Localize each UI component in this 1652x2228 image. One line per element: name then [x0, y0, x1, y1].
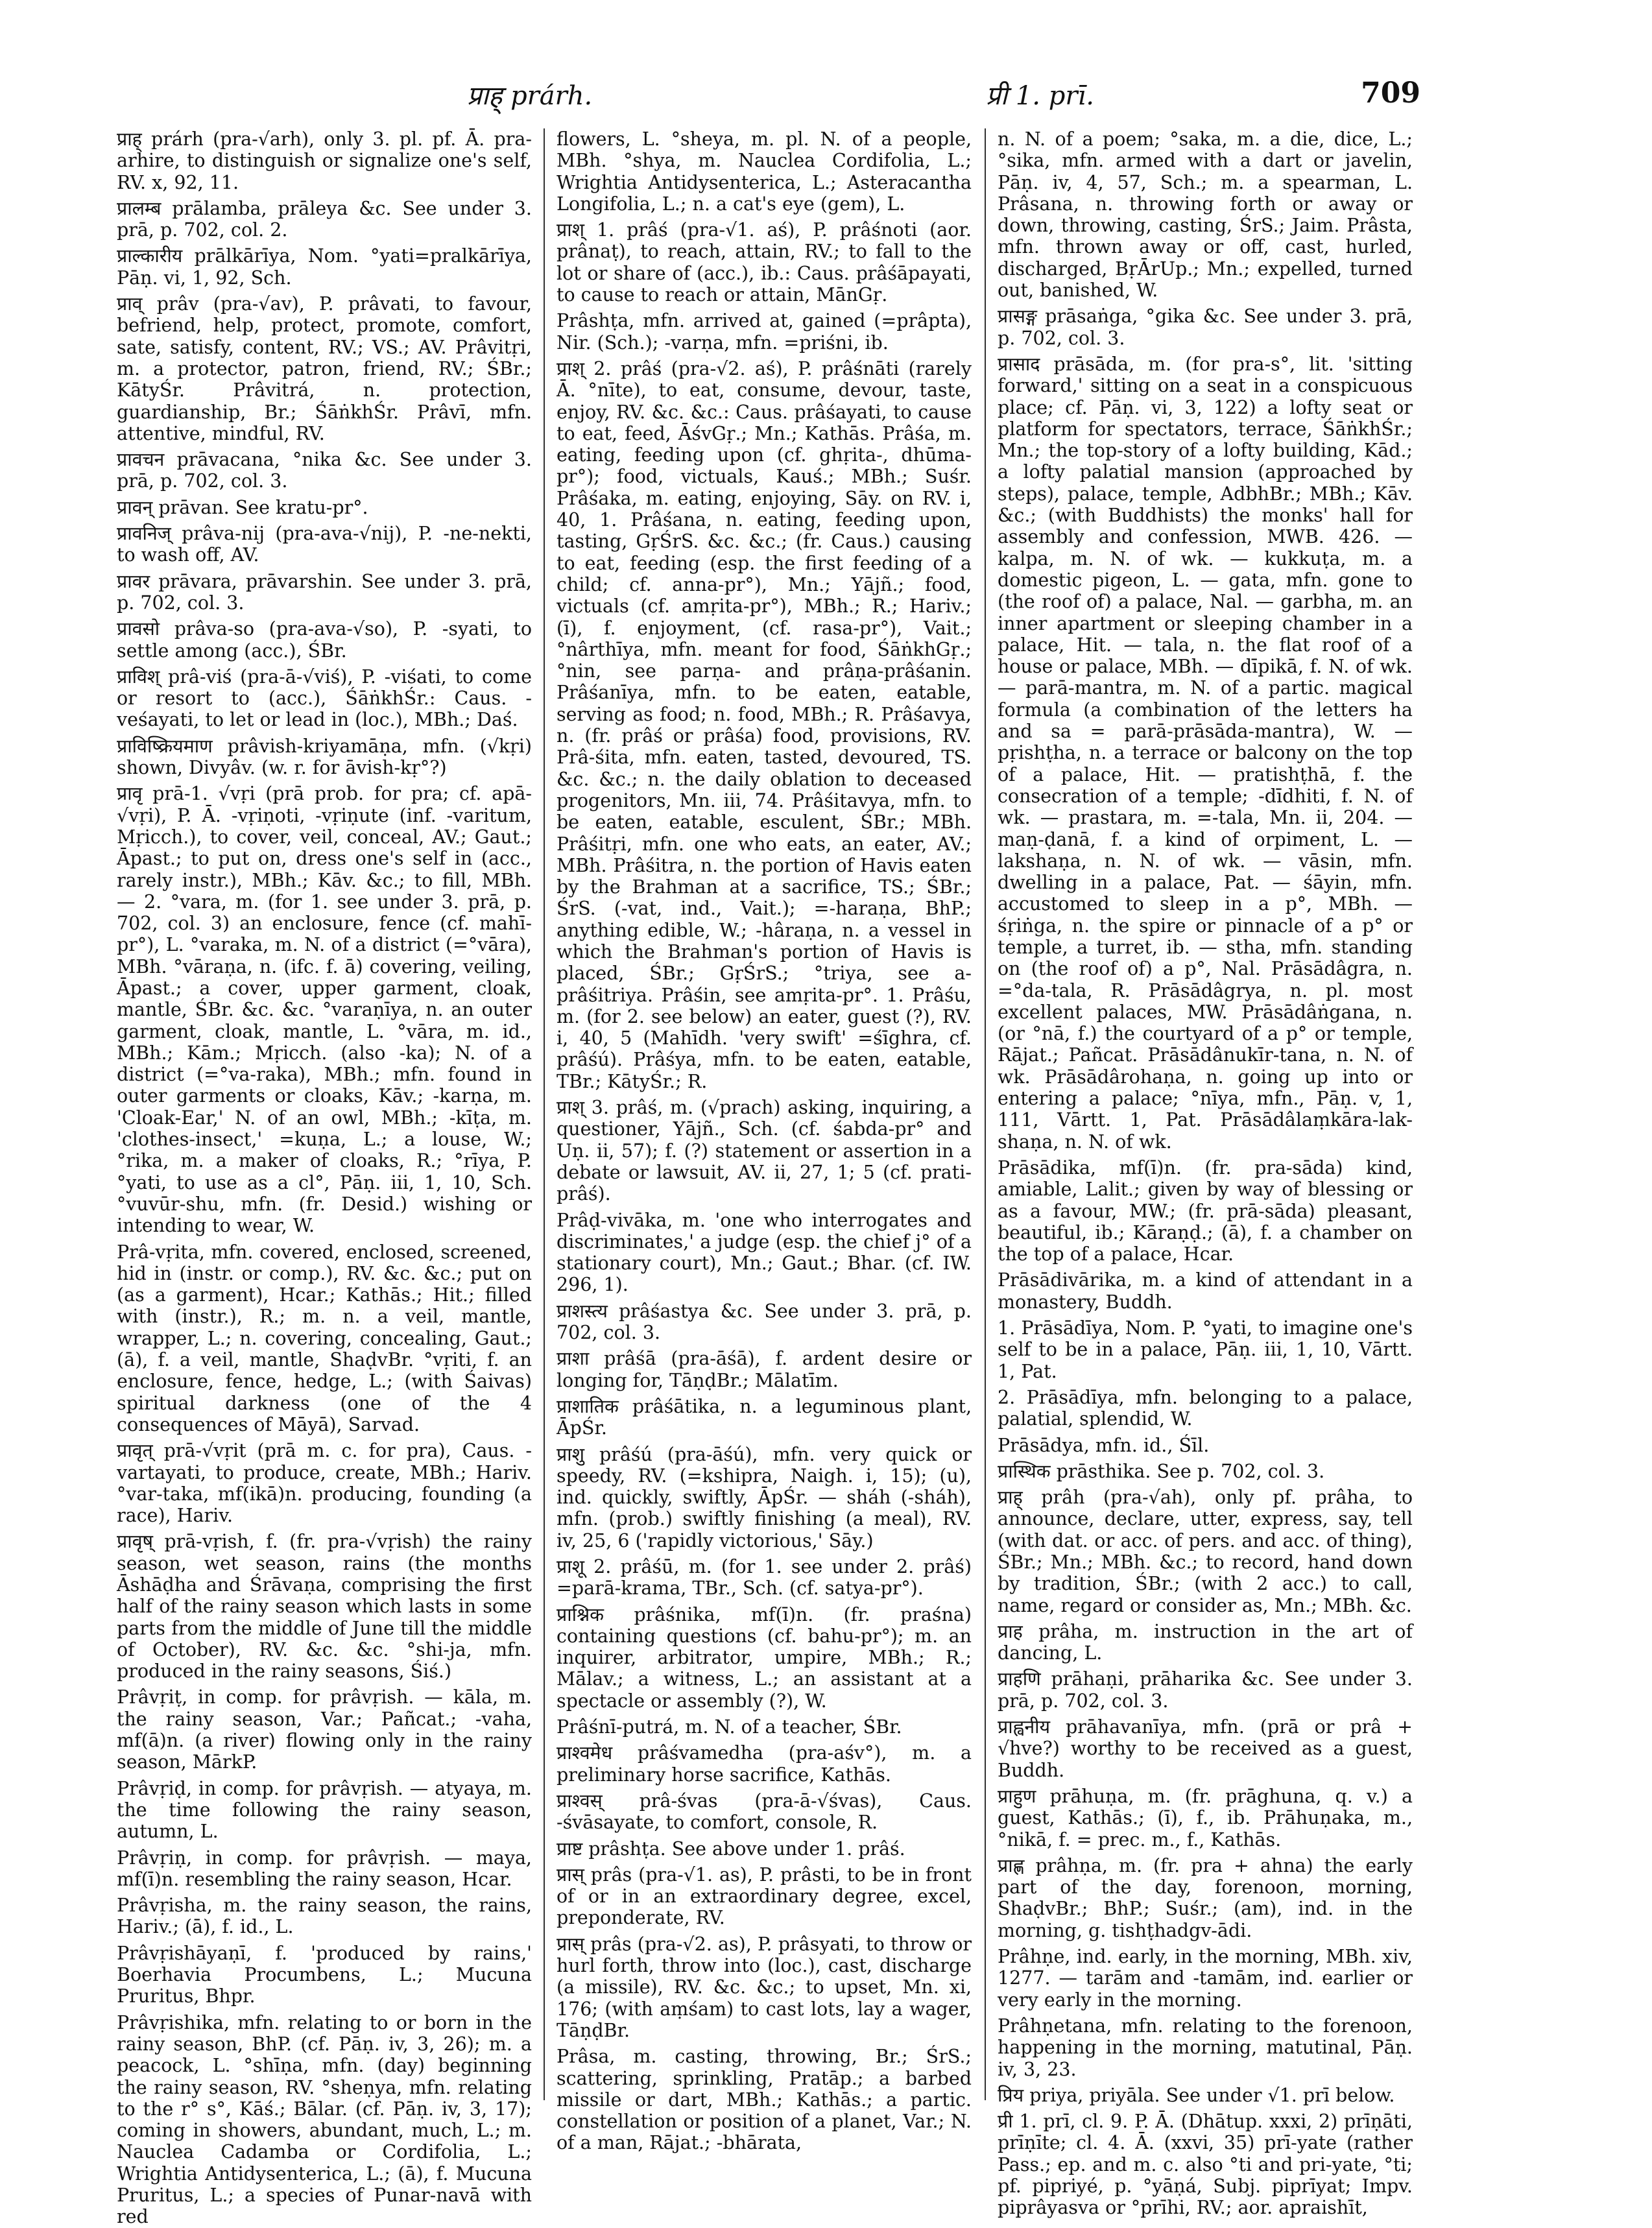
dictionary-entry: प्राश्निक prâśnika, mf(ī)n. (fr. praśna) containing questions (cf. bahu-pr°); m. an inquirer, arbitrator, umpire, MBh.; R.; Mālav.; a witness, L.; an assistant at a spectacle or assembly (?), W.: [557, 1603, 972, 1712]
dictionary-entry: प्राशु prâśú (pra-āśú), mfn. very quick or speedy, RV. (=kshipra, Naigh. i, 15); (u), ind. quickly, swiftly, ĀpŚr. — sháh (-sháh), mfn. (prob.) swiftly finishing (a meal), RV. iv, 25, 6 ('rapidly victorious,' Sāy.): [557, 1443, 972, 1551]
dictionary-entry: 1. Prāsādīya, Nom. P. °yati, to imagine one's self to be in a palace, Pāṇ. iii, 1, 10, Vārtt. 1, Pat.: [998, 1317, 1413, 1382]
dictionary-entry: प्राशातिक prâśātika, n. a leguminous plant, ĀpŚr.: [557, 1395, 972, 1439]
dictionary-entry: Prāsādika, mf(ī)n. (fr. pra-sāda) kind, amiable, Lalit.; given by way of blessing or as a favour, MW.; (fr. prā-sāda) pleasant, beautiful, ib.; Kāraṇḍ.; (ā), f. a chamber on the top of a palace, Hcar.: [998, 1156, 1413, 1265]
header-left-guideword: प्राह् prárh.: [467, 81, 593, 111]
dictionary-entry: Prâhṇetana, mfn. relating to the forenoon, happening in the morning, matutinal, Pāṇ. iv, 3, 23.: [998, 2015, 1413, 2080]
column-1: [117, 128, 532, 2228]
dictionary-entry: प्राश् 3. prâś, m. (√prach) asking, inquiring, a questioner, Yājñ., Sch. (cf. śabda-pr° and Uṇ. ii, 57); f. (?) statement or assertion in a debate or lawsuit, AV. ii, 27, 1; 5 (cf. prati-prâś).: [557, 1097, 972, 1205]
dictionary-entry: प्राश्वस् prâ-śvas (pra-ā-√śvas), Caus. -śvāsayate, to comfort, console, R.: [557, 1790, 972, 1834]
dictionary-entry: प्रालम्ब prālamba, prāleya &c. See under 3. prā, p. 702, col. 2.: [117, 197, 532, 241]
dictionary-entry: प्राहणि prāhaṇi, prāharika &c. See under 3. prā, p. 702, col. 3.: [998, 1668, 1413, 1712]
dictionary-entry: Prâvṛisha, m. the rainy season, the rains, Hariv.; (ā), f. id., L.: [117, 1895, 532, 1938]
dictionary-entry: प्रासङ्ग prāsaṅga, °gika &c. See under 3. prā, p. 702, col. 3.: [998, 305, 1413, 349]
dictionary-entry: प्रावन् prāvan. See kratu-pr°.: [117, 496, 368, 518]
column-2: [557, 128, 972, 2154]
dictionary-entry: प्रिय priya, priyāla. See under √1. prī below.: [998, 2084, 1395, 2106]
dictionary-entry: प्रावसो prâva-so (pra-ava-√so), P. -syati, to settle among (acc.), ŚBr.: [117, 618, 532, 662]
dictionary-entry: Prâvṛishāyaṇī, f. 'produced by rains,' Boerhavia Procumbens, L.; Mucuna Pruritus, Bhpr.: [117, 1942, 532, 2007]
dictionary-entry: प्रास् prâs (pra-√2. as), P. prâsyati, to throw or hurl forth, throw into (loc.), cast, discharge (a missile), RV. &c. &c.; to upset, Mn. xi, 176; (with aṃśam) to cast lots, lay a wager, TāṇḍBr.: [557, 1933, 972, 2041]
dictionary-entry: प्रावृष् prā-vṛish, f. (fr. pra-√vṛish) the rainy season, wet season, rains (the months Āshāḍha and Śrāvaṇa, comprising the first half of the rainy season which lasts in some parts from the middle of June till the middle of October), RV. &c. &c. °shi-ja, mfn. produced in the rainy seasons, Śiś.): [117, 1531, 532, 1683]
dictionary-entry: Prâhṇe, ind. early, in the morning, MBh. xiv, 1277. — tarām and -tamām, ind. earlier or very early in the morning.: [998, 1946, 1413, 2011]
column-3: [998, 128, 1413, 2219]
dictionary-entry: प्राल्कारीय prālkārīya, Nom. °yati=pralkārīya, Pāṇ. vi, 1, 92, Sch.: [117, 245, 532, 289]
dictionary-entry: Prâsa, m. casting, throwing, Br.; ŚrS.; scattering, sprinkling, Pratāp.; a barbed missile or dart, MBh.; Kathās.; a partic. constellation or position of a planet, Var.; N. of a man, Rājat.; -bhārata,: [557, 2046, 972, 2154]
dictionary-entry: प्राव् prâv (pra-√av), P. prâvati, to favour, befriend, help, protect, promote, comfort, sate, satisfy, content, RV.; VS.; AV. Prâvitṛi, m. a protector, patron, friend, RV.; ŚBr.; KātyŚr. Prâvitrá, n. protection, guardianship, Br.; ŚāṅkhŚr. Prâvī, mfn. attentive, mindful, RV.: [117, 293, 532, 444]
dictionary-entry: 2. Prāsādīya, mfn. belonging to a palace, palatial, splendid, W.: [998, 1386, 1413, 1430]
dictionary-entry: Prâḍ-vivāka, m. 'one who interrogates and discriminates,' a judge (esp. the chief j° of a stationary court), Mn.; Gaut.; Bhar. (cf. IW. 296, 1).: [557, 1209, 972, 1296]
dictionary-entry: Prâ-vṛita, mfn. covered, enclosed, screened, hid in (instr. or comp.), RV. &c. &c.; put on (as a garment), Hcar.; Kathās.; Hit.; filled with (instr.), R.; m. n. a veil, mantle, wrapper, L.; n. covering, concealing, Gaut.; (ā), f. a veil, mantle, ShaḍvBr. °vṛiti, f. an enclosure, fence, hedge, L.; (with Śaivas) spiritual darkness (one of the 4 consequences of Māyā), Sarvad.: [117, 1241, 532, 1435]
dictionary-entry: प्रावचन prāvacana, °nika &c. See under 3. prā, p. 702, col. 3.: [117, 449, 532, 492]
dictionary-entry: flowers, L. °sheya, m. pl. N. of a people, MBh. °shya, m. Nauclea Cordifolia, L.; Wrightia Antidysenterica, L.; Asteracantha Longifolia, L.; n. a cat's eye (gem), L.: [557, 128, 972, 215]
page-number: 709: [1361, 77, 1420, 110]
dictionary-entry: Prâshṭa, mfn. arrived at, gained (=prâpta), Nir. (Sch.); -varṇa, mfn. =priśni, ib.: [557, 310, 972, 353]
dictionary-entry: प्राह्वनीय prāhavanīya, mfn. (prā or prâ + √hve?) worthy to be received as a guest, Buddh.: [998, 1716, 1413, 1781]
dictionary-entry: प्रावृ prā-1. √vṛi (prā prob. for pra; cf. apā-√vṛi), P. Ā. -vṛiṇoti, -vṛiṇute (inf. -varitum, Mṛicch.), to cover, veil, conceal, AV.; Gaut.; Āpast.; to put on, dress one's self in (acc., rarely instr.), MBh.; Kāv. &c.; to fill, MBh. — 2. °vara, m. (for 1. see under 3. prā, p. 702, col. 3) an enclosure, fence (cf. mahī-pr°), L. °varaka, m. N. of a district (=°vāra), MBh. °vāraṇa, n. (ifc. f. ā) covering, veiling, Āpast.; a cover, upper garment, cloak, mantle, ŚBr. &c. &c. °varaṇīya, n. an outer garment, cloak, mantle, L. °vāra, m. id., MBh.; Kām.; Mṛicch. (also -ka); N. of a district (=°va-raka), MBh.; mfn. found in outer garments or cloaks, Kāv.; -karṇa, m. 'Cloak-Ear,' N. of an owl, MBh.; -kīṭa, m. 'clothes-insect,' =kuṇa, L.; a louse, W.; °rika, m. a maker of cloaks, R.; °rīya, P. °yati, to use as a cl°, Pāṇ. iii, 1, 10, Sch. °vuvūr-shu, mfn. (fr. Desid.) wishing or intending to wear, W.: [117, 783, 532, 1237]
dictionary-entry: प्राशस्त्य prâśastya &c. See under 3. prā, p. 702, col. 3.: [557, 1300, 972, 1344]
header-right-guideword: प्री 1. prī.: [986, 81, 1094, 111]
dictionary-entry: प्राश् 1. prâś (pra-√1. aś), P. prâśnoti (aor. prânaṭ), to reach, attain, RV.; to fall to the lot or share of (acc.), ib.: Caus. prâśāpayati, to cause to reach or attain, MānGṛ.: [557, 219, 972, 306]
dictionary-entry: Prâvṛiḍ, in comp. for prâvṛish. — atyaya, m. the time following the rainy season, autumn, L.: [117, 1777, 532, 1843]
column-divider: [544, 128, 545, 2100]
dictionary-entry: Prāsādivārika, m. a kind of attendant in a monastery, Buddh.: [998, 1269, 1413, 1313]
dictionary-entry: प्रावृत् prā-√vṛit (prā m. c. for pra), Caus. -vartayati, to produce, create, MBh.; Hariv. °var-taka, mf(ikā)n. producing, founding (a race), Hariv.: [117, 1440, 532, 1527]
dictionary-entry: n. N. of a poem; °saka, m. a die, dice, L.; °sika, mfn. armed with a dart or javelin, Pāṇ. iv, 4, 57, Sch.; m. a spearman, L. Prâsana, n. throwing forth or away or down, throwing, casting, ŚrS.; Jaim. Prâsta, mfn. thrown away or off, cast, hurled, discharged, BṛĀrUp.; Mn.; expelled, turned out, banished, W.: [998, 128, 1413, 302]
dictionary-entry: प्राश्वमेध prâśvamedha (pra-aśv°), m. a preliminary horse sacrifice, Kathās.: [557, 1742, 972, 1786]
dictionary-entry: Prâvṛiṇ, in comp. for prâvṛish. — maya, mf(ī)n. resembling the rainy season, Hcar.: [117, 1847, 532, 1890]
dictionary-entry: प्री 1. prī, cl. 9. P. Ā. (Dhātup. xxxi, 2) prīṇāti, prīṇīte; cl. 4. Ā. (xxvi, 35) prī-yate (rather Pass.; ep. and m. c. also °ti and pri-yate, °ti; pf. pipriyé, p. °yāṇá, Subj. piprīyat; Impv. piprâyasva or °prīhi, RV.; aor. apraishīt,: [998, 2111, 1413, 2219]
dictionary-entry: प्राहुण prāhuṇa, m. (fr. prāghuna, q. v.) a guest, Kathās.; (ī), f., ib. Prāhuṇaka, m., °nikā, f. = prec. m., f., Kathās.: [998, 1785, 1413, 1851]
dictionary-entry: प्राष्ट prâshṭa. See above under 1. prâś.: [557, 1838, 905, 1860]
dictionary-entry: प्राह prâha, m. instruction in the art of dancing, L.: [998, 1620, 1413, 1664]
dictionary-entry: प्राविश् prâ-viś (pra-ā-√viś), P. -viśati, to come or resort to (acc.), ŚāṅkhŚr.: Caus. -veśayati, to let or lead in (loc.), MBh.; Daś.: [117, 665, 532, 731]
dictionary-entry: प्रास्थिक prāsthika. See p. 702, col. 3.: [998, 1460, 1325, 1482]
dictionary-entry: प्रासाद prāsāda, m. (for pra-s°, lit. 'sitting forward,' sitting on a seat in a conspicuous place; cf. Pāṇ. vi, 3, 122) a lofty seat or platform for spectators, terrace, ŚāṅkhŚr.; Mn.; the top-story of a lofty building, Kād.; a lofty palatial mansion (approached by steps), palace, temple, AdbhBr.; MBh.; Kāv. &c.; (with Buddhists) the monks' hall for assembly and confession, MWB. 426. — kalpa, m. N. of wk. — kukkuṭa, m. a domestic pigeon, L. — gata, mfn. gone to (the roof of) a palace, Nal. — garbha, m. an inner apartment or sleeping chamber in a palace, Hit. — tala, n. the flat roof of a house or palace, MBh. — dīpikā, f. N. of wk. — parā-mantra, m. N. of a partic. magical formula (a combination of the letters ha and sa = parā-prāsāda-mantra), W. — pṛishṭha, n. a terrace or balcony on the top of a palace, Hit. — pratishṭhā, f. the consecration of a temple; -dīdhiti, f. N. of wk. — prastara, m. =-tala, Mn. ii, 204. — maṇ-ḍanā, f. a kind of orpiment, L. — lakshaṇa, n. N. of wk. — vāsin, mfn. dwelling in a palace, Pat. — śāyin, mfn. accustomed to sleep in a p°, MBh. — śṛiṅga, n. the spire or pinnacle of a p° or temple, a turret, ib. — stha, mfn. standing on (the roof of) a p°, Nal. Prāsādâgra, n. =°da-tala, R. Prāsādâgrya, n. pl. most excellent palaces, MW. Prāsādâṅgana, n. (or °nā, f.) the courtyard of a p° or temple, Rājat.; Pañcat. Prāsādânukīr-tana, n. N. of wk. Prāsādârohaṇa, n. going up into or entering a palace; °nīya, mfn., Pāṇ. v, 1, 111, Vārtt. 1, Pat. Prāsādâlaṃkāra-lak-shaṇa, n. N. of wk.: [998, 353, 1413, 1153]
dictionary-entry: प्राह् prárh (pra-√arh), only 3. pl. pf. Ā. pra-arhire, to distinguish or signalize one's self, RV. x, 92, 11.: [117, 128, 532, 193]
page-header: [117, 77, 1420, 123]
dictionary-entry: प्राविष्क्रियमाण prâvish-kriyamāṇa, mfn. (√kṛi) shown, Divyâv. (w. r. for āvish-kṛ°?): [117, 735, 532, 779]
dictionary-entry: Prâśnī-putrá, m. N. of a teacher, ŚBr.: [557, 1716, 902, 1738]
dictionary-entry: प्राह्ण prâhṇa, m. (fr. pra + ahna) the early part of the day, forenoon, morning, ShaḍvBr.; BhP.; Suśr.; (am), ind. in the morning, g. tishṭhadgv-ādi.: [998, 1854, 1413, 1941]
dictionary-entry: Prâvṛishika, mfn. relating to or born in the rainy season, BhP. (cf. Pāṇ. iv, 3, 26); m. a peacock, L. °shīṇa, mfn. (day) beginning the rainy season, RV. °sheṇya, mfn. relating to the r° s°, Kāś.; Bālar. (cf. Pāṇ. iv, 3, 17); coming in showers, abundant, much, L.; m. Nauclea Cadamba or Cordifolia, L.; Wrightia Antidysenterica, L.; (ā), f. Mucuna Pruritus, L.; a species of Punar-navā with red: [117, 2011, 532, 2228]
dictionary-entry: प्रास् prâs (pra-√1. as), P. prâsti, to be in front of or in an extraordinary degree, excel, preponderate, RV.: [557, 1863, 972, 1929]
dictionary-entry: प्राश् 2. prâś (pra-√2. aś), P. prâśnāti (rarely Ā. °nīte), to eat, consume, devour, taste, enjoy, RV. &c. &c.: Caus. prâśayati, to cause to eat, feed, ĀśvGṛ.; Mn.; Kathās. Prâśa, m. eating, feeding upon (cf. ghṛita-, dhūma-pr°); food, victuals, Kauś.; MBh.; Suśr. Prâśaka, m. eating, enjoying, Sāy. on RV. i, 40, 1. Prâśana, n. eating, feeding upon, tasting, GṛŚrS. &c. &c.; (fr. Caus.) causing to eat, feeding (esp. the first feeding of a child; cf. anna-pr°), Mn.; Yājñ.; food, victuals (cf. amṛita-pr°), MBh.; R.; Hariv.; (ī), f. enjoyment, (cf. rasa-pr°), Vait.; °nârthīya, mfn. meant for food, ŚāṅkhGṛ.; °nin, see parṇa- and prâṇa-prâśanin. Prâśanīya, mfn. to be eaten, eatable, serving as food; n. food, MBh.; R. Prâśavya, n. (fr. prâś or prâśa) food, provisions, RV. Prâ-śita, mfn. eaten, tasted, devoured, TS. &c. &c.; n. the daily oblation to deceased progenitors, Mn. iii, 74. Prâśitavya, mfn. to be eaten, eatable, esculent, ŚBr.; MBh. Prâśitṛi, mfn. one who eats, an eater, AV.; MBh. Prâśitra, n. the portion of Havis eaten by the Brahman at a sacrifice, TS.; ŚBr.; ŚrS. (-vat, ind., Vait.); =-haraṇa, BhP.; anything edible, W.; -hâraṇa, n. a vessel in which the Brahman's portion of Havis is placed, ŚBr.; GṛŚrS.; °triya, see a-prâśitriya. Prâśin, see amṛita-pr°. 1. Prâśu, m. (for 2. see below) an eater, guest (?), RV. i, 40, 5 (Mahīdh. 'very swift' =śīghra, cf. prâśú). Prâśya, mfn. to be eaten, eatable, TBr.; KātyŚr.; R.: [557, 357, 972, 1092]
dictionary-entry: प्राशू 2. prâśū, m. (for 1. see under 2. prâś) =parā-krama, TBr., Sch. (cf. satya-pr°).: [557, 1556, 972, 1599]
column-divider: [985, 128, 986, 2100]
dictionary-entry: प्रावर prāvara, prāvarshin. See under 3. prā, p. 702, col. 3.: [117, 570, 532, 614]
dictionary-entry: Prâvṛiṭ, in comp. for prâvṛish. — kāla, m. the rainy season, Var.; Pañcat.; -vaha, mf(ā)n. (a river) flowing only in the rainy season, MārkP.: [117, 1686, 532, 1773]
dictionary-entry: प्रावनिज् prâva-nij (pra-ava-√nij), P. -ne-nekti, to wash off, AV.: [117, 523, 532, 566]
dictionary-entry: Prāsādya, mfn. id., Śīl.: [998, 1434, 1210, 1456]
dictionary-entry: प्राह् prâh (pra-√ah), only pf. prâha, to announce, declare, utter, express, say, tell (with dat. or acc. of pers. and acc. of thing), ŚBr.; Mn.; MBh. &c.; to record, hand down by tradition, ŚBr.; (with 2 acc.) to call, name, regard or consider as, Mn.; MBh. &c.: [998, 1487, 1413, 1616]
dictionary-entry: प्राशा prâśā (pra-āśā), f. ardent desire or longing for, TāṇḍBr.; Mālatīm.: [557, 1348, 972, 1391]
